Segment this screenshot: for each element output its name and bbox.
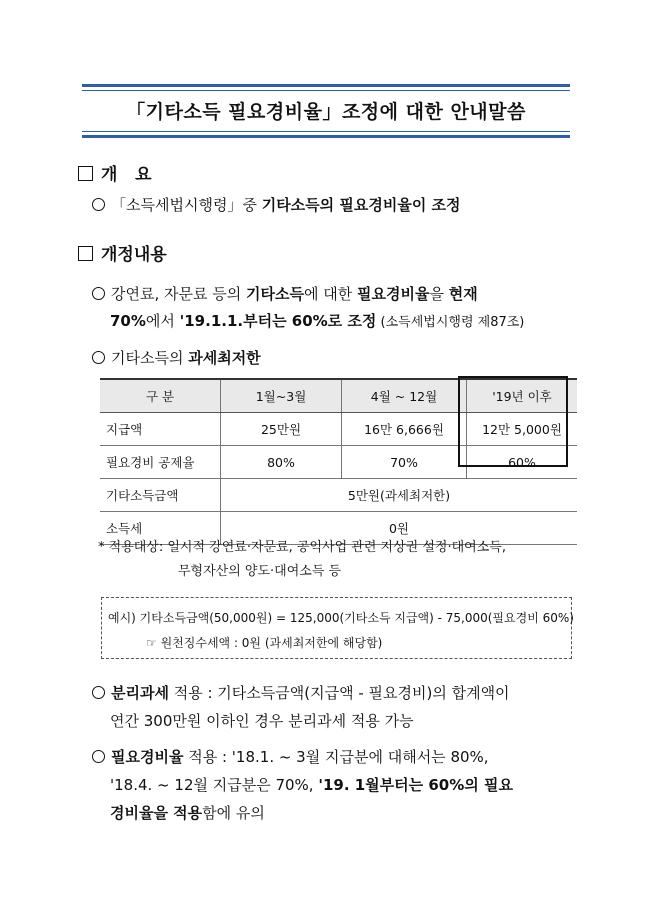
- amendment-item-1-line-2: 70%에서 '19.1.1.부터는 60%로 조정 (소득세법시행령 제87조): [110, 312, 525, 330]
- table-row: [100, 446, 577, 479]
- amendment-item-2: 기타소득의 과세최저한: [92, 347, 261, 368]
- expense-ratio-line-2: '18.4. ~ 12월 지급분은 70%, '19. 1월부터는 60%의 필요: [110, 776, 513, 794]
- table-row: [100, 479, 577, 512]
- amendment-item-1-line-1: 강연료, 자문료 등의 기타소득에 대한 필요경비율을 현재: [92, 283, 478, 304]
- table-header-row: [100, 379, 577, 413]
- circle-bullet-icon: [92, 750, 105, 763]
- table-cell: 5만원(과세최저한): [221, 479, 578, 512]
- table-header-cell: '19년 이후: [467, 379, 578, 413]
- circle-bullet-icon: [92, 287, 105, 300]
- circle-bullet-icon: [92, 198, 105, 211]
- expense-ratio-line-1: 필요경비율 적용 : '18.1. ~ 3월 지급분에 대해서는 80%,: [92, 746, 489, 767]
- table-cell: 80%: [221, 446, 342, 479]
- note-line-2: 무형자산의 양도·대여소득 등: [178, 564, 342, 579]
- separate-tax-line-2: 연간 300만원 이하인 경우 분리과세 적용 가능: [110, 712, 414, 730]
- table-header-cell: 구 분: [100, 379, 221, 413]
- table-cell: 70%: [342, 446, 467, 479]
- table-header-cell: 1월~3월: [221, 379, 342, 413]
- table-cell: 12만 5,000원: [467, 413, 578, 446]
- table-cell: 16만 6,666원: [342, 413, 467, 446]
- page-title: 「기타소득 필요경비율」조정에 대한 안내말씀: [126, 101, 526, 123]
- example-line-1: 예시) 기타소득금액(50,000원) = 125,000(기타소득 지급액) - 75,000(필요경비 60%): [108, 611, 574, 625]
- separate-tax-line-1: 분리과세 적용 : 기타소득금액(지급액 - 필요경비)의 합계액이: [92, 682, 510, 703]
- square-bullet-icon: [78, 166, 93, 181]
- section-heading-overview: 개 요: [78, 160, 152, 185]
- square-bullet-icon: [78, 246, 93, 261]
- table-cell: 필요경비 공제율: [100, 446, 221, 479]
- note-line-1: * 적용대상: 일시적 강연료·자문료, 공익사업 관련 지상권 설정·대여소득,: [98, 540, 506, 555]
- table-header-cell: 4월 ~ 12월: [342, 379, 467, 413]
- table-row: [100, 413, 577, 446]
- section-heading-amendment: 개정내용: [78, 240, 167, 265]
- circle-bullet-icon: [92, 351, 105, 364]
- table-cell: 25만원: [221, 413, 342, 446]
- table-cell: 지급액: [100, 413, 221, 446]
- title-box: [82, 84, 570, 138]
- table-cell: 60%: [467, 446, 578, 479]
- example-line-2: ☞ 원천징수세액 : 0원 (과세최저한에 해당함): [146, 636, 383, 650]
- example-box: [101, 597, 572, 659]
- circle-bullet-icon: [92, 686, 105, 699]
- table-cell: 기타소득금액: [100, 479, 221, 512]
- tax-threshold-table: [100, 378, 577, 545]
- expense-ratio-line-3: 경비율을 적용함에 유의: [110, 804, 265, 822]
- overview-item: 「소득세법시행령」중 기타소득의 필요경비율이 조정: [92, 194, 461, 215]
- table-cell: 소득세: [100, 512, 221, 545]
- table-cell: 0원: [221, 512, 578, 545]
